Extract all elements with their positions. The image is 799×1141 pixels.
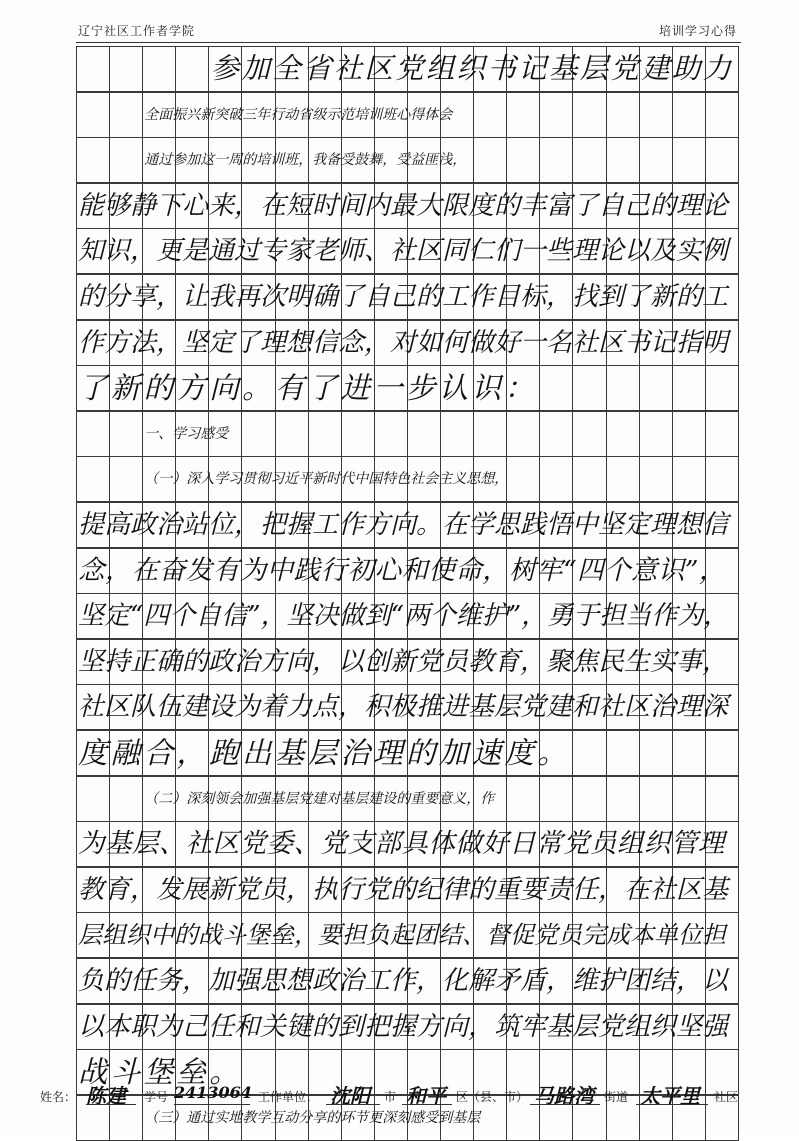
handwritten-line: 负的任务，加强思想政治工作，化解矛盾，维护团结，以 — [78, 966, 729, 996]
handwritten-line: （三）通过实地教学互动分享的环节更深刻感受到基层 — [144, 1109, 481, 1126]
grid-row — [76, 274, 739, 320]
grid-cell — [76, 92, 109, 138]
grid-cell — [142, 46, 175, 92]
handwritten-line: 参加全省社区党组织书记基层党建助力 — [210, 52, 734, 85]
grid-row — [76, 593, 739, 639]
handwritten-line: 了新的方向。有了进一步认识： — [78, 371, 538, 406]
grid-cell — [175, 46, 208, 92]
grid-cell — [76, 411, 109, 457]
community-value: 太平里 — [640, 1084, 700, 1108]
handwritten-line: 提高政治站位，把握工作方向。在学思践悟中坚定理想信 — [78, 510, 729, 540]
handwritten-line: 度融合，跑出基层治理的加速度。 — [78, 736, 571, 770]
grid-cell — [76, 137, 109, 183]
name-underline — [86, 1104, 136, 1105]
grid-row — [76, 821, 739, 867]
grid-row — [76, 456, 739, 502]
handwritten-line: 社区队伍建设为着力点，积极推进基层党建和社区治理深 — [78, 692, 729, 723]
institute-title: 辽宁社区工作者学院 — [78, 24, 196, 38]
district-value: 和平 — [406, 1084, 446, 1108]
grid-row — [76, 1004, 739, 1050]
grid-row — [76, 320, 739, 366]
grid-cell — [76, 776, 109, 822]
grid-cell — [109, 456, 142, 502]
handwritten-line: 念，在奋发有为中践行初心和使命，树牢“四个意识”， — [78, 554, 726, 586]
handwritten-line: 一、学习感受 — [144, 425, 229, 442]
street-underline — [530, 1104, 600, 1105]
grid-row — [76, 228, 739, 274]
grid-row — [76, 684, 739, 730]
student-id-label: 学号 — [144, 1090, 169, 1104]
grid-row — [76, 958, 739, 1004]
grid-cell — [109, 411, 142, 457]
street-label: 街道 — [604, 1090, 629, 1104]
city-value: 沈阳 — [330, 1084, 370, 1108]
grid-row — [76, 502, 739, 548]
grid-row — [76, 548, 739, 594]
name-label: 姓名： — [40, 1090, 77, 1104]
handwritten-line: 能够静下心来，在短时间内最大限度的丰富了自己的理论 — [78, 190, 729, 221]
handwritten-line: 坚持正确的政治方向，以创新党员教育，聚焦民生实事， — [78, 646, 729, 677]
community-label: 社区 — [714, 1090, 739, 1104]
grid-row — [76, 92, 739, 138]
handwritten-line: 战斗堡垒。 — [78, 1055, 243, 1090]
city-label: 市 — [384, 1090, 397, 1104]
handwritten-line: （一）深入学习贯彻习近平新时代中国特色社会主义思想， — [144, 471, 509, 488]
footer-info — [40, 1082, 759, 1110]
grid-row — [76, 776, 739, 822]
student-id-value: 2413064 — [174, 1083, 252, 1102]
page-type-title: 培训学习心得 — [658, 24, 737, 38]
handwritten-line: 知识，更是通过专家老师、社区同仁们一些理论以及实例 — [78, 236, 729, 267]
handwritten-line: 通过参加这一周的培训班，我备受鼓舞，受益匪浅， — [144, 152, 467, 169]
handwritten-line: 全面振兴新突破三年行动省级示范培训班心得体会 — [144, 106, 453, 123]
handwritten-line: （二）深刻领会加强基层党建对基层建设的重要意义，作 — [144, 790, 495, 807]
grid-row — [76, 365, 739, 411]
street-value: 马路湾 — [534, 1084, 594, 1108]
district-underline — [402, 1104, 452, 1105]
handwritten-line: 以本职为己任和关键的到把握方向，筑牢基层党组织坚强 — [78, 1011, 729, 1042]
community-underline — [636, 1104, 708, 1105]
handwritten-line: 教育，发展新党员，执行党的纪律的重要责任，在社区基 — [78, 874, 729, 905]
handwritten-line: 坚定“四个自信”，坚决做到“两个维护”，勇于担当作为， — [78, 601, 730, 632]
city-underline — [326, 1104, 380, 1105]
handwritten-line: 的分享，让我再次明确了自己的工作目标，找到了新的工 — [78, 282, 729, 312]
grid-row — [76, 730, 739, 776]
student-id-underline — [174, 1104, 250, 1105]
grid-cell — [109, 137, 142, 183]
grid-row — [76, 639, 739, 685]
grid-row — [76, 137, 739, 183]
grid-row — [76, 867, 739, 913]
grid-cell — [109, 92, 142, 138]
handwritten-line: 为基层、社区党委、党支部具体做好日常党员组织管理 — [78, 828, 725, 860]
header-divider — [76, 42, 741, 43]
name-value: 陈建 — [86, 1084, 126, 1108]
grid-row — [76, 183, 739, 229]
grid-cell — [76, 46, 109, 92]
grid-cell — [76, 456, 109, 502]
grid-row — [76, 912, 739, 958]
grid-row — [76, 411, 739, 457]
handwritten-line: 层组织中的战斗堡垒，要担负起团结、督促党员完成本单位担 — [78, 921, 726, 950]
work-unit-label: 工作单位： — [258, 1090, 319, 1104]
district-label: 区（县、市） — [456, 1090, 529, 1104]
handwritten-line: 作方法，坚定了理想信念，对如何做好一名社区书记指明 — [78, 327, 729, 358]
grid-row — [76, 46, 739, 92]
grid-cell — [109, 776, 142, 822]
grid-cell — [109, 46, 142, 92]
